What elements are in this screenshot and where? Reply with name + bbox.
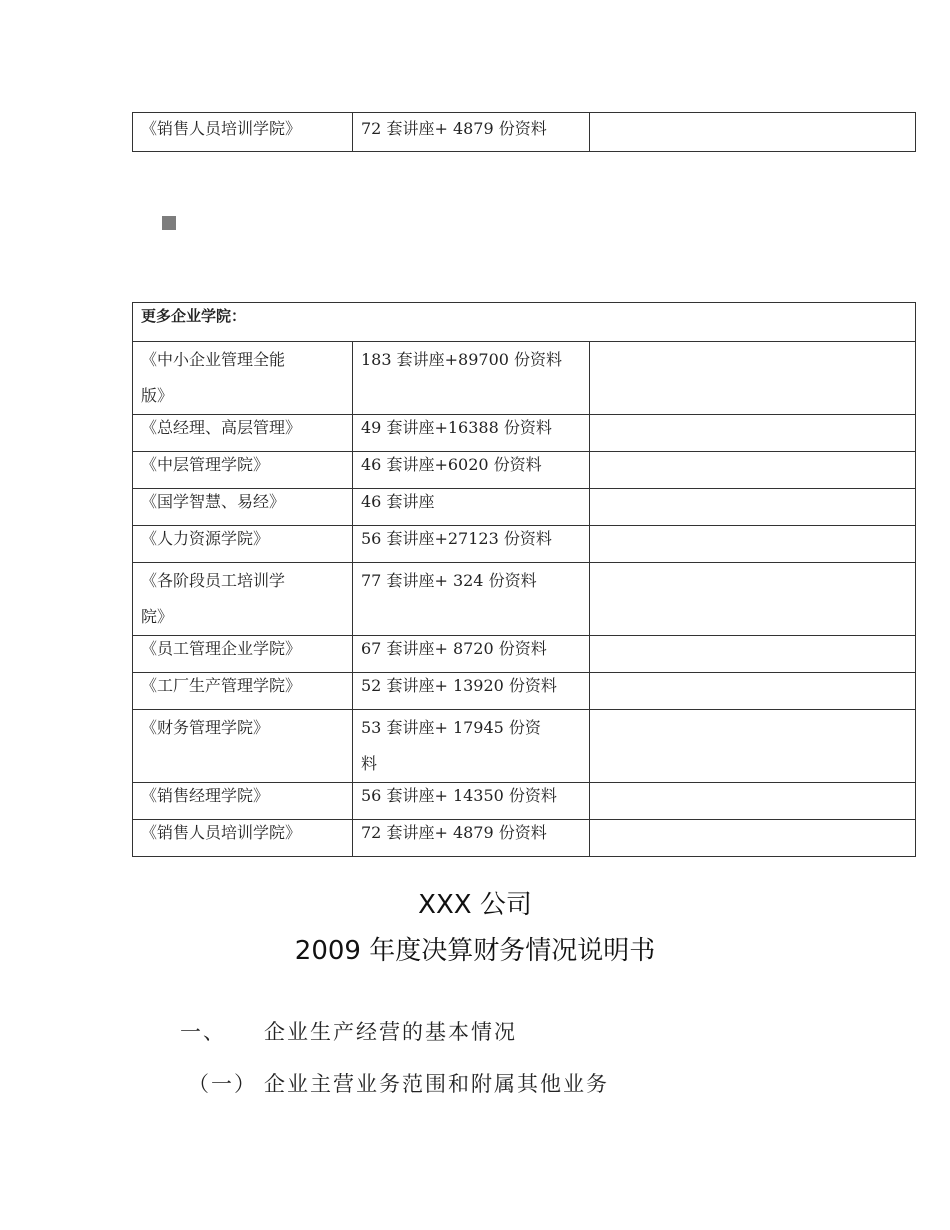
table-row	[133, 489, 916, 526]
course-extra	[590, 710, 916, 783]
course-content: 56 套讲座+ 14350 份资料	[353, 783, 590, 820]
course-content	[353, 710, 590, 783]
course-content: 46 套讲座	[353, 489, 590, 526]
course-content	[353, 342, 590, 415]
table-row	[133, 563, 916, 636]
course-extra	[590, 673, 916, 710]
course-extra	[590, 526, 916, 563]
square-bullet-icon	[162, 216, 176, 230]
course-content-line: 183 套讲座+89700 份资料	[361, 350, 563, 369]
course-content: 67 套讲座+ 8720 份资料	[353, 636, 590, 673]
course-content-line: 77 套讲座+ 324 份资料	[361, 571, 537, 590]
course-extra	[590, 783, 916, 820]
section-heading: 企业生产经营的基本情况	[264, 1020, 517, 1044]
subsection-number: （一）	[188, 1072, 257, 1096]
table-row	[133, 342, 916, 415]
course-name: 《中层管理学院》	[133, 452, 353, 489]
course-name: 《销售人员培训学院》	[133, 113, 353, 152]
course-extra	[590, 636, 916, 673]
table-row	[133, 710, 916, 783]
course-extra	[590, 452, 916, 489]
course-extra	[590, 342, 916, 415]
course-name-line: 院》	[141, 607, 174, 626]
course-content: 52 套讲座+ 13920 份资料	[353, 673, 590, 710]
course-content: 72 套讲座+ 4879 份资料	[353, 113, 590, 152]
course-name-line: 《各阶段员工培训学	[141, 571, 286, 590]
course-name: 《工厂生产管理学院》	[133, 673, 353, 710]
table-row	[133, 673, 916, 710]
course-extra	[590, 415, 916, 452]
table-row	[133, 820, 916, 857]
table-header: 更多企业学院：	[133, 303, 916, 342]
table-row	[133, 783, 916, 820]
course-name-line: 《财务管理学院》	[141, 718, 270, 737]
top-course-table	[132, 112, 916, 152]
course-extra	[590, 113, 916, 152]
course-name	[133, 342, 353, 415]
course-content	[353, 563, 590, 636]
course-name: 《销售人员培训学院》	[133, 820, 353, 857]
course-name: 《员工管理企业学院》	[133, 636, 353, 673]
document-title: 2009 年度决算财务情况说明书	[294, 936, 656, 966]
table-row	[133, 526, 916, 563]
course-extra	[590, 820, 916, 857]
course-content-line: 料	[361, 754, 378, 773]
course-name	[133, 563, 353, 636]
more-academies-table	[132, 302, 916, 857]
course-extra	[590, 563, 916, 636]
table-row	[133, 636, 916, 673]
course-name: 《国学智慧、易经》	[133, 489, 353, 526]
course-name	[133, 710, 353, 783]
subsection-heading: 企业主营业务范围和附属其他业务	[264, 1072, 609, 1096]
table-row	[133, 415, 916, 452]
section-number: 一、	[180, 1020, 226, 1044]
course-name-line: 《中小企业管理全能	[141, 350, 286, 369]
course-name: 《销售经理学院》	[133, 783, 353, 820]
course-content-line: 53 套讲座+ 17945 份资	[361, 718, 541, 737]
course-name: 《总经理、高层管理》	[133, 415, 353, 452]
table-row	[133, 113, 916, 152]
course-name-line: 版》	[141, 386, 174, 405]
table-header-row	[133, 303, 916, 342]
table-row	[133, 452, 916, 489]
document-title-company: XXX 公司	[418, 890, 532, 920]
course-name: 《人力资源学院》	[133, 526, 353, 563]
course-content: 72 套讲座+ 4879 份资料	[353, 820, 590, 857]
course-extra	[590, 489, 916, 526]
course-content: 49 套讲座+16388 份资料	[353, 415, 590, 452]
course-content: 56 套讲座+27123 份资料	[353, 526, 590, 563]
course-content: 46 套讲座+6020 份资料	[353, 452, 590, 489]
